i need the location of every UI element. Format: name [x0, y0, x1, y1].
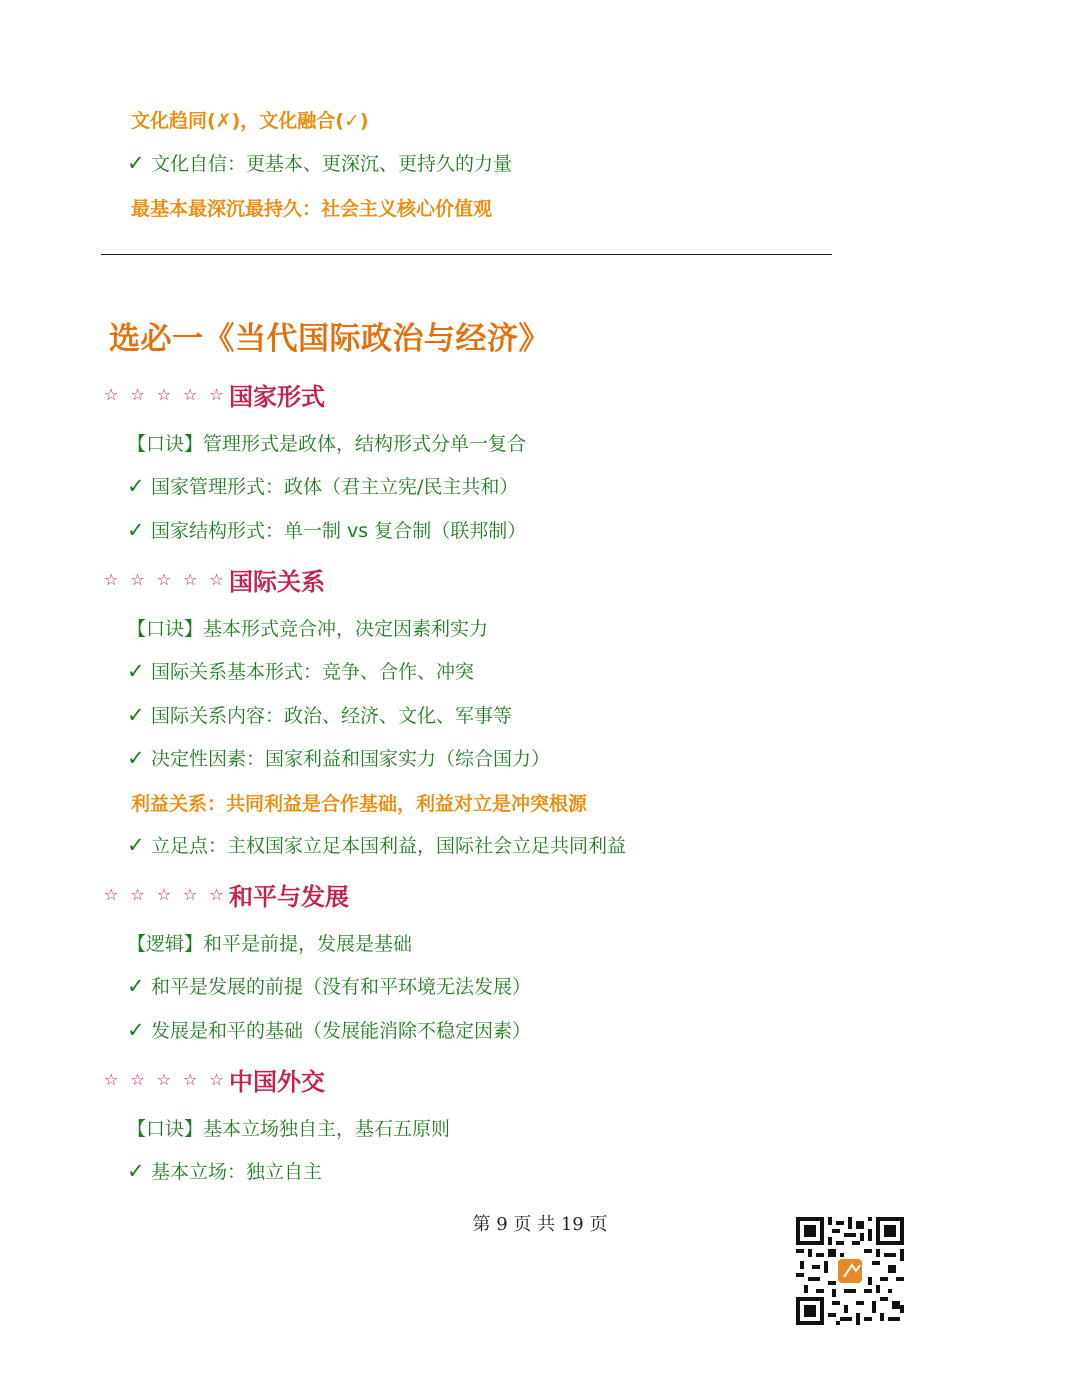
section-title: 选必一《当代国际政治与经济》	[109, 321, 550, 357]
rating-stars-icon: ☆☆☆☆☆	[104, 385, 236, 404]
mnemonic-line: 【口诀】基本形式竞合冲，决定因素利实力	[127, 618, 489, 640]
rating-stars-icon: ☆☆☆☆☆	[104, 1070, 236, 1089]
topic-heading-state-form: ☆☆☆☆☆ 国家形式	[104, 383, 325, 411]
rating-stars-icon: ☆☆☆☆☆	[104, 570, 236, 589]
point-line: ✓ 国际关系基本形式：竞争、合作、冲突	[127, 659, 475, 683]
check-icon: ✓	[127, 151, 145, 175]
check-icon: ✓	[127, 518, 145, 542]
topic-heading-peace-development: ☆☆☆☆☆ 和平与发展	[104, 883, 349, 911]
check-icon: ✓	[127, 1159, 145, 1183]
check-icon: ✓	[127, 974, 145, 998]
note-interest-relations: 利益关系：共同利益是合作基础，利益对立是冲突根源	[131, 793, 588, 815]
point-line: ✓ 发展是和平的基础（发展能消除不稳定因素）	[127, 1018, 532, 1042]
check-icon: ✓	[127, 659, 145, 683]
check-icon: ✓	[127, 746, 145, 770]
logic-line: 【逻辑】和平是前提，发展是基础	[127, 933, 413, 955]
mnemonic-line: 【口诀】管理形式是政体，结构形式分单一复合	[127, 433, 527, 455]
point-line: ✓ 国家结构形式：单一制 vs 复合制（联邦制）	[127, 518, 527, 542]
point-line: ✓ 国家管理形式：政体（君主立宪/民主共和）	[127, 474, 519, 498]
point-cultural-confidence: ✓ 文化自信：更基本、更深沉、更持久的力量	[127, 151, 513, 175]
note-core-values: 最基本最深沉最持久：社会主义核心价值观	[131, 198, 493, 220]
rating-stars-icon: ☆☆☆☆☆	[104, 885, 236, 904]
point-line: ✓ 决定性因素：国家利益和国家实力（综合国力）	[127, 746, 551, 770]
point-line: ✓ 立足点：主权国家立足本国利益，国际社会立足共同利益	[127, 833, 627, 857]
check-icon: ✓	[127, 703, 145, 727]
qr-code-icon	[796, 1217, 904, 1325]
mnemonic-line: 【口诀】基本立场独自主，基石五原则	[127, 1118, 451, 1140]
point-line: ✓ 和平是发展的前提（没有和平环境无法发展）	[127, 974, 532, 998]
point-line: ✓ 国际关系内容：政治、经济、文化、军事等	[127, 703, 513, 727]
topic-heading-china-diplomacy: ☆☆☆☆☆ 中国外交	[104, 1068, 325, 1096]
check-icon: ✓	[127, 1018, 145, 1042]
check-icon: ✓	[127, 474, 145, 498]
note-culture-fusion: 文化趋同(✗)，文化融合(✓)	[131, 110, 369, 132]
divider-line	[101, 254, 832, 255]
check-icon: ✓	[127, 833, 145, 857]
point-line: ✓ 基本立场：独立自主	[127, 1159, 323, 1183]
topic-heading-international-relations: ☆☆☆☆☆ 国际关系	[104, 568, 325, 596]
page-number: 第 9 页 共 19 页	[472, 1214, 608, 1235]
